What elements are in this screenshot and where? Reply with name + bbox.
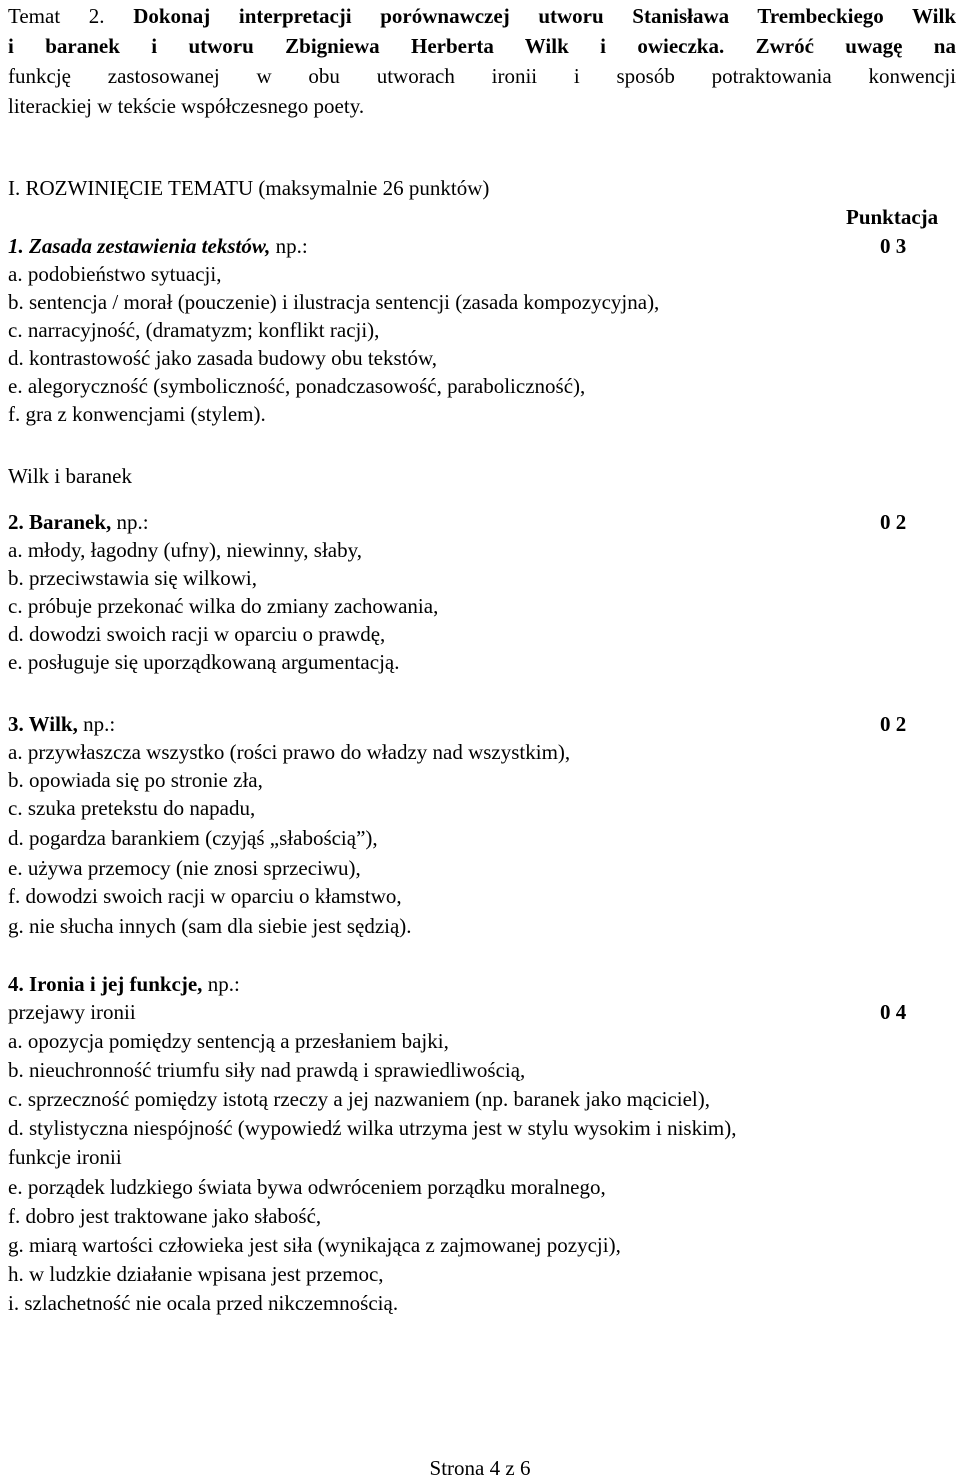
list-item: d. dowodzi swoich racji w oparciu o prawdę, bbox=[8, 622, 386, 646]
list-item: a. opozycja pomiędzy sentencją a przesłaniem bajki, bbox=[8, 1029, 449, 1053]
criterion-1-title bbox=[8, 234, 308, 259]
list-item: e. alegoryczność (symboliczność, ponadczasowość, paraboliczność), bbox=[8, 374, 586, 398]
criterion-1-points: 0 3 bbox=[880, 234, 907, 258]
criterion-3-title bbox=[8, 712, 115, 737]
list-item: g. nie słucha innych (sam dla siebie jest sędzią). bbox=[8, 914, 412, 938]
list-item: a. młody, łagodny (ufny), niewinny, słaby, bbox=[8, 538, 363, 562]
list-item: d. kontrastowość jako zasada budowy obu tekstów, bbox=[8, 346, 438, 370]
list-item: c. próbuje przekonać wilka do zmiany zachowania, bbox=[8, 594, 439, 618]
criterion-4-suffix: np.: bbox=[202, 972, 240, 996]
list-item: b. sentencja / morał (pouczenie) i ilustracja sentencji (zasada kompozycyjna), bbox=[8, 290, 660, 314]
criterion-4-title bbox=[8, 972, 240, 997]
list-item: h. w ludzkie działanie wpisana jest przemoc, bbox=[8, 1262, 384, 1286]
page-number: Strona 4 z 6 bbox=[429, 1456, 531, 1480]
list-item: e. używa przemocy (nie znosi sprzeciwu), bbox=[8, 856, 361, 880]
criterion-1-suffix: np.: bbox=[270, 234, 308, 258]
criterion-2-suffix: np.: bbox=[111, 510, 149, 534]
criterion-3-points: 0 2 bbox=[880, 712, 907, 736]
subheading-wilk-i-baranek: Wilk i baranek bbox=[8, 464, 132, 488]
criterion-2-label: 2. Baranek, bbox=[8, 510, 112, 534]
list-item: d. stylistyczna niespójność (wypowiedź wilka utrzyma jest w stylu wysokim i niskim), bbox=[8, 1116, 737, 1140]
list-item: b. opowiada się po stronie zła, bbox=[8, 768, 263, 792]
list-item: b. przeciwstawia się wilkowi, bbox=[8, 566, 258, 590]
section-heading: I. ROZWINIĘCIE TEMATU (maksymalnie 26 punktów) bbox=[8, 176, 490, 200]
criterion-1-label: 1. Zasada zestawienia tekstów, bbox=[8, 234, 271, 258]
list-item: f. dobro jest traktowane jako słabość, bbox=[8, 1204, 322, 1228]
list-item: b. nieuchronność triumfu siły nad prawdą i sprawiedliwością, bbox=[8, 1058, 526, 1082]
topic-line-2: i baranek i utworu Zbigniewa Herberta Wilk i owieczka. Zwróć uwagę na bbox=[8, 34, 956, 58]
criterion-3-suffix: np.: bbox=[77, 712, 116, 736]
list-item: g. miarą wartości człowieka jest siła (wynikająca z zajmowanej pozycji), bbox=[8, 1233, 621, 1257]
list-item: e. porządek ludzkiego świata bywa odwróceniem porządku moralnego, bbox=[8, 1175, 606, 1199]
list-item: a. przywłaszcza wszystko (rości prawo do władzy nad wszystkim), bbox=[8, 740, 571, 764]
list-item: d. pogardza barankiem (czyjąś „słabością”), bbox=[8, 826, 378, 850]
list-item: i. szlachetność nie ocala przed nikczemnością. bbox=[8, 1291, 399, 1315]
list-item: f. dowodzi swoich racji w oparciu o kłamstwo, bbox=[8, 884, 402, 908]
scoring-header: Punktacja bbox=[846, 205, 939, 229]
subheading-funkcje-ironii: funkcje ironii bbox=[8, 1145, 122, 1169]
topic-text-1: Dokonaj interpretacji porównawczej utworu Stanisława Trembeckiego Wilk bbox=[133, 4, 957, 28]
criterion-2-title bbox=[8, 510, 149, 535]
topic-label: Temat 2. bbox=[8, 4, 105, 28]
list-item: a. podobieństwo sytuacji, bbox=[8, 262, 222, 286]
topic-line-1 bbox=[8, 4, 956, 29]
list-item: f. gra z konwencjami (stylem). bbox=[8, 402, 266, 426]
list-item: c. narracyjność, (dramatyzm; konflikt racji), bbox=[8, 318, 380, 342]
criterion-4-points: 0 4 bbox=[880, 1000, 907, 1024]
criterion-2-points: 0 2 bbox=[880, 510, 907, 534]
criterion-4-label: 4. Ironia i jej funkcje, bbox=[8, 972, 203, 996]
list-item: c. sprzeczność pomiędzy istotą rzeczy a jej nazwaniem (np. baranek jako mąciciel), bbox=[8, 1087, 710, 1111]
list-item: e. posługuje się uporządkowaną argumentacją. bbox=[8, 650, 400, 674]
list-item: c. szuka pretekstu do napadu, bbox=[8, 796, 256, 820]
topic-line-4: literackiej w tekście współczesnego poety. bbox=[8, 94, 365, 118]
topic-line-3: funkcję zastosowanej w obu utworach ironii i sposób potraktowania konwencji bbox=[8, 64, 956, 88]
criterion-3-label: 3. Wilk, bbox=[8, 712, 78, 736]
subheading-przejawy-ironii: przejawy ironii bbox=[8, 1000, 136, 1024]
